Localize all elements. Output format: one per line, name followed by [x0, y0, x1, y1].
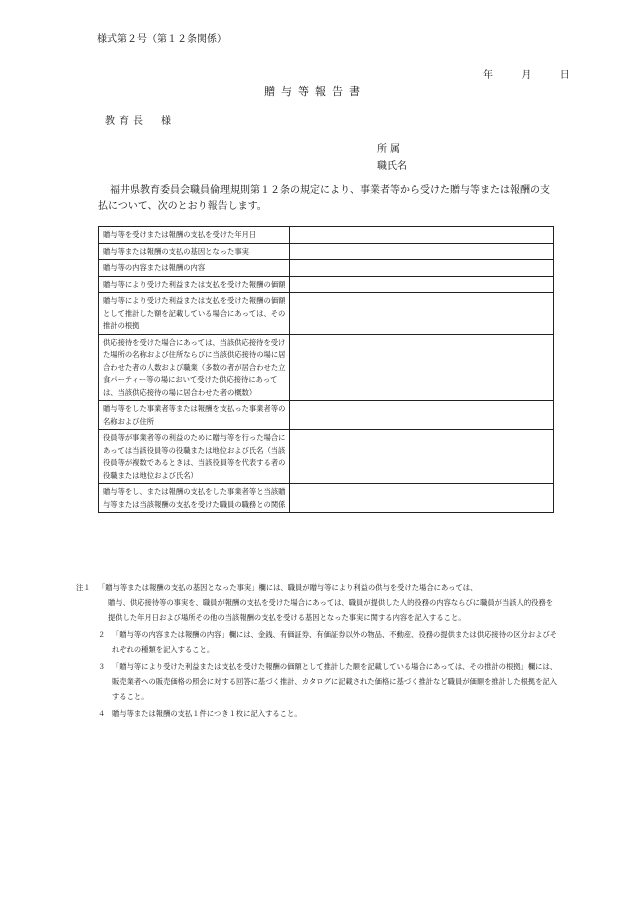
row-label: 役員等が事業者等の利益のために贈与等を行った場合にあっては当該役員等の役職または地位および氏名（当該役員等が複数であるときは、当該役員等を代表する者の役職または地位および氏名） [99, 430, 290, 484]
form-number: 様式第２号（第１２条関係） [97, 34, 227, 45]
table-row [99, 276, 554, 293]
table-row [99, 334, 554, 401]
note-text-continued: 贈与、供応接待等の事実を、職員が報酬の支払を受けた場合にあっては、職員が提供した人的役務の内容ならびに職員が当該人的役務を提供した年月日および場所その他の当該報酬の支払を受ける基因となった事実に関する内容を記入すること。 [108, 598, 554, 622]
row-label: 供応接待を受けた場合にあっては、当該供応接待を受けた場所の名称および住所ならびに当該供応接待の場に居合わせた者の人数および職業（多数の者が居合わせた立食パーティー等の場において受けた供応接待にあっては、当該供応接待の場に居合わせた者の概数） [99, 334, 290, 401]
notes-section [76, 580, 560, 723]
date-month-label: 月 [521, 70, 532, 81]
note-number: ３ [98, 662, 106, 671]
row-value-field[interactable] [290, 334, 554, 401]
affiliation-label: 所属 [377, 144, 403, 155]
row-label: 贈与等により受けた利益または支払を受けた報酬の価額 [99, 276, 290, 293]
note-item [98, 706, 560, 721]
note-item [98, 627, 560, 657]
table-row [99, 484, 554, 513]
table-row [99, 260, 554, 277]
row-label: 贈与等をし、または報酬の支払をした事業者等と当該贈与等または当該報酬の支払を受けた職員の職務との関係 [99, 484, 290, 513]
note-text: 「贈与等または報酬の支払の基因となった事実」欄には、職員が贈与等により利益の供与を受けた場合にあっては、 [98, 583, 478, 592]
row-label: 贈与等をした事業者等または報酬を支払った事業者等の名称および住所 [99, 401, 290, 430]
table-row [99, 430, 554, 484]
table-row [99, 401, 554, 430]
note-text: 「贈与等の内容または報酬の内容」欄には、金銭、有価証券、有価証券以外の物品、不動産、役務の提供または供応接待の区分およびそれぞれの種類を記入すること。 [112, 630, 558, 654]
row-value-field[interactable] [290, 484, 554, 513]
note-text: 贈与等または報酬の支払１件につき１枚に記入すること。 [112, 709, 302, 718]
row-value-field[interactable] [290, 260, 554, 277]
row-value-field[interactable] [290, 430, 554, 484]
table-row [99, 243, 554, 260]
row-value-field[interactable] [290, 401, 554, 430]
table-row [99, 293, 554, 335]
note-text: 「贈与等により受けた利益または支払を受けた報酬の価額として推計した額を記載している場合にあっては、その推計の根拠」欄には、販売業者への販売価格の照会に対する回答に基づく推計、カタログに記載された価格に基づく推計など職員が価額を推計した根拠を記入すること。 [112, 662, 558, 701]
report-statement: 福井県教育委員会職員倫理規則第１２条の規定により、事業者等から受けた贈与等または報酬の支払について、次のとおり報告します。 [98, 185, 550, 212]
report-table [98, 226, 554, 513]
addressee: 教育長 様 [105, 116, 175, 127]
document-title: 贈与等報告書 [264, 85, 366, 98]
row-label: 贈与等により受けた利益または支払を受けた報酬の価額として推計した額を記載している場合にあっては、その推計の根拠 [99, 293, 290, 335]
row-value-field[interactable] [290, 243, 554, 260]
row-value-field[interactable] [290, 276, 554, 293]
row-value-field[interactable] [290, 227, 554, 244]
note-item [76, 580, 560, 625]
date-line [483, 66, 570, 81]
note-number: 注１ [76, 583, 91, 592]
note-item [98, 659, 560, 704]
date-year-label: 年 [483, 70, 493, 81]
row-label: 贈与等を受けまたは報酬の支払を受けた年月日 [99, 227, 290, 244]
row-value-field[interactable] [290, 293, 554, 335]
note-number: ４ [98, 709, 106, 718]
table-row [99, 227, 554, 244]
date-day-label: 日 [559, 70, 570, 81]
row-label: 贈与等または報酬の支払の基因となった事実 [99, 243, 290, 260]
row-label: 贈与等の内容または報酬の内容 [99, 260, 290, 277]
note-number: ２ [98, 630, 106, 639]
name-label: 職氏名 [377, 161, 407, 172]
